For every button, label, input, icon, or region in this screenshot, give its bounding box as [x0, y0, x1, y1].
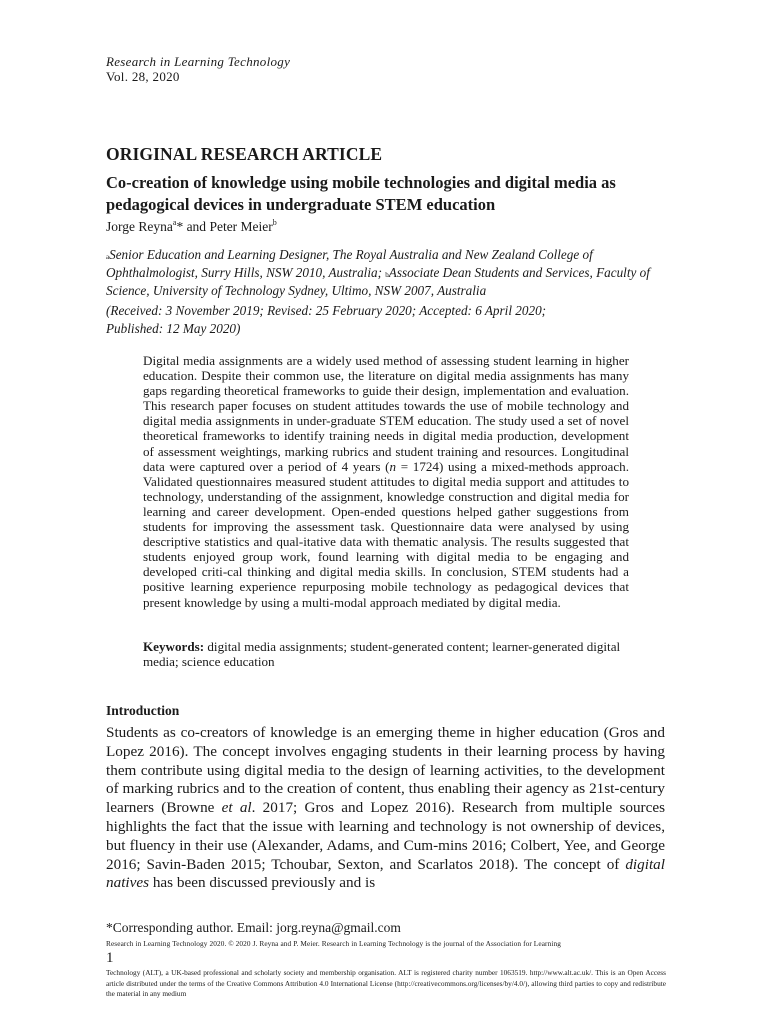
license-text: Technology (ALT), a UK-based professional and scholarly society and membership organisation. ALT is registered charity number 1063519. http://www.alt.ac.uk/. This is an Open Access article distributed under the terms of the Creative Commons Attribution 4.0 International License (http://creativecommons.org/licenses/by/4.0/), allowing third parties to copy and redistribute the material in any medium: [106, 968, 666, 998]
publication-dates: (Received: 3 November 2019; Revised: 25 February 2020; Accepted: 6 April 2020; Published: 12 May 2020): [106, 303, 547, 336]
abstract-text: = 1724) using a mixed-methods approach. Validated questionnaires measured student attitudes to digital media support and attitudes to technology, understanding of the assignment, knowledge construction and digital media for learning and career development. Open-ended questions helped gather suggestions from students for improving the assessment task. Questionnaire data were analysed by using descriptive statistics and qual-itative data with thematic analysis. The results suggested that students enjoyed group work, found learning with digital media to be engaging and developed criti-cal thinking and digital media skills. In conclusion, STEM students had a positive learning experience repurposing mobile technology as pedagogical devices that present knowledge by using a multi-modal approach mediated by digital media.: [143, 458, 629, 610]
keywords-list: digital media assignments; student-generated content; learner-generated digital media; science education: [143, 639, 621, 670]
affiliation-marker: b: [385, 271, 389, 279]
author-name: Jorge Reyna: [106, 219, 173, 234]
affiliation-marker: a: [106, 253, 110, 261]
author-line: [106, 219, 277, 235]
paragraph-text: . 2017; Gros and Lopez 2016). Research from multiple sources highlights the fact that the issue with learning and technology is not ownership of devices, but fluency in their use (Alexander, Adams, and Cum-mins 2016; Colbert, Yee, and George 2016; Savin-Baden 2015; Tchoubar, Sexton, and Scarlatos 2018). The concept of: [106, 799, 666, 873]
section-heading: Introduction: [106, 703, 180, 718]
affiliation-a: Senior Education and Learning Designer, The Royal Australia and New Zealand College of Ophthalmologist, Surry Hills, NSW 2010, Australia;: [106, 247, 593, 280]
copyright-icon: ©: [228, 940, 234, 948]
article-title: Co-creation of knowledge using mobile technologies and digital media as pedagogical devices in undergraduate STEM education: [106, 173, 616, 214]
journal-name: Research in Learning Technology: [106, 54, 291, 69]
body-paragraph: [106, 724, 665, 893]
keywords: [143, 639, 629, 669]
affiliation-marker: a: [172, 218, 177, 227]
emphasis-text: et al: [221, 799, 252, 817]
journal-volume: Vol. 28, 2020: [106, 69, 180, 84]
author-conjunction: and: [186, 219, 207, 234]
abstract-n-symbol: n: [389, 458, 397, 474]
abstract: [143, 353, 629, 610]
emphasis-text: digital natives: [106, 855, 665, 892]
paragraph-text: Students as co-creators of knowledge is an emerging theme in higher education (Gros and Lopez 2016). The concept involves engaging students in their learning process by having them contribute using digital media to the design of learning activities, to the development of marking rubrics and to the creation of content, thus enabling their agency as 21st-century learners (Browne: [106, 724, 665, 817]
affiliation-marker: b: [272, 218, 277, 227]
corresponding-author-marker: *: [176, 219, 184, 234]
footer-text: 2020 J. Reyna and P. Meier. Research in Learning Technology is the journal of the Association for Learning: [233, 939, 561, 948]
footer-text: Research in Learning Technology 2020.: [106, 939, 227, 948]
copyright-line: [106, 939, 666, 948]
article-type-label: ORIGINAL RESEARCH ARTICLE: [106, 144, 383, 164]
paragraph-text: has been discussed previously and is: [149, 874, 376, 892]
corresponding-author-note: *Corresponding author. Email: jorg.reyna@gmail.com: [106, 920, 401, 935]
author-name: Peter Meier: [209, 219, 273, 234]
keywords-label: Keywords:: [143, 639, 205, 654]
page-number: 1: [106, 950, 114, 966]
affiliation-b: Associate Dean Students and Services, Faculty of Science, University of Technology Sydney, Ultimo, NSW 2007, Australia: [106, 265, 650, 298]
affiliations: [106, 246, 666, 300]
abstract-text: Digital media assignments are a widely used method of assessing student learning in higher education. Despite their common use, the literature on digital media assignments has many gaps regarding theoretical frameworks to guide their design, implementation and evaluation. This research paper focuses on student attitudes towards the use of mobile technology and digital media assignments in under-graduate STEM education. The study used a set of novel theoretical frameworks to identify training needs in digital media production, development of assessment weightings, marking rubrics and student training and resources. Longitudinal data were captured over a period of 4 years (: [143, 353, 629, 474]
